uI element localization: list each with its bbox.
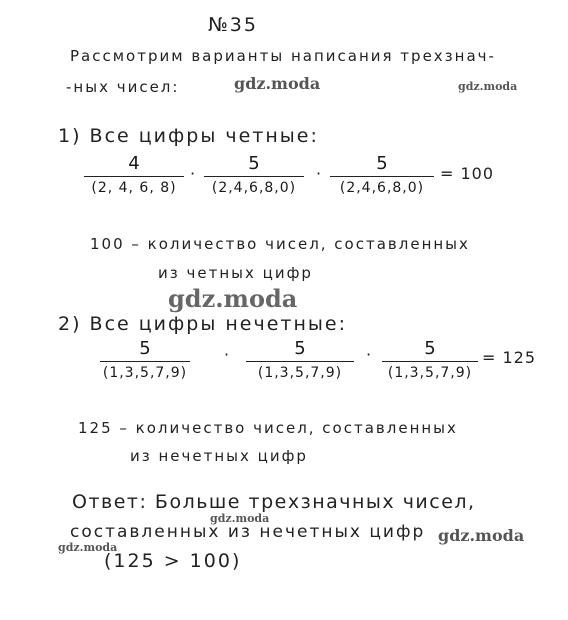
case2-result: = 125 xyxy=(482,348,537,367)
fraction-bar xyxy=(204,176,304,177)
multiply-dot: · xyxy=(316,164,322,183)
case1-fraction-1 xyxy=(84,154,184,196)
fraction-denominator: (2, 4, 6, 8) xyxy=(91,180,177,196)
case2-fraction-3 xyxy=(382,339,478,381)
case1-result: = 100 xyxy=(440,164,495,183)
watermark: gdz.moda xyxy=(210,512,270,525)
case2-fraction-2 xyxy=(246,339,354,381)
fraction-bar xyxy=(246,361,354,362)
problem-number: №35 xyxy=(208,14,258,36)
watermark: gdz.moda xyxy=(234,74,321,93)
answer-line-1: Ответ: Больше трехзначных чисел, xyxy=(72,491,476,513)
case2-note-1: 125 – количество чисел, составленных xyxy=(78,419,458,437)
fraction-bar xyxy=(330,176,434,177)
case1-label: 1) Все цифры четные: xyxy=(58,125,319,147)
multiply-dot: · xyxy=(190,164,196,183)
case2-fraction-1 xyxy=(100,339,190,381)
fraction-numerator: 4 xyxy=(128,153,140,174)
fraction-denominator: (1,3,5,7,9) xyxy=(387,365,473,381)
case1-fraction-2 xyxy=(204,154,304,196)
fraction-numerator: 5 xyxy=(424,338,436,359)
fraction-numerator: 5 xyxy=(248,153,260,174)
answer-line-2: составленных из нечетных цифр xyxy=(70,522,426,542)
multiply-dot: · xyxy=(224,345,230,364)
fraction-denominator: (2,4,6,8,0) xyxy=(339,180,425,196)
watermark: gdz.moda xyxy=(168,284,298,313)
fraction-numerator: 5 xyxy=(294,338,306,359)
watermark: gdz.moda xyxy=(58,541,118,554)
case1-fraction-3 xyxy=(330,154,434,196)
fraction-denominator: (2,4,6,8,0) xyxy=(211,180,297,196)
fraction-bar xyxy=(382,361,478,362)
fraction-denominator: (1,3,5,7,9) xyxy=(257,365,343,381)
intro-line-2: -ных чисел: xyxy=(66,78,180,96)
fraction-bar xyxy=(84,176,184,177)
watermark: gdz.moda xyxy=(458,80,518,93)
fraction-numerator: 5 xyxy=(139,338,151,359)
intro-line-1: Рассмотрим варианты написания трехзнач- xyxy=(70,47,496,65)
watermark: gdz.moda xyxy=(438,526,525,545)
case2-note-2: из нечетных цифр xyxy=(130,447,308,465)
multiply-dot: · xyxy=(366,345,372,364)
case2-label: 2) Все цифры нечетные: xyxy=(58,313,347,335)
case1-note-1: 100 – количество чисел, составленных xyxy=(90,235,470,253)
case1-note-2: из четных цифр xyxy=(158,264,313,282)
fraction-denominator: (1,3,5,7,9) xyxy=(102,365,188,381)
answer-line-3: (125 > 100) xyxy=(104,550,242,572)
fraction-numerator: 5 xyxy=(376,153,388,174)
fraction-bar xyxy=(100,361,190,362)
